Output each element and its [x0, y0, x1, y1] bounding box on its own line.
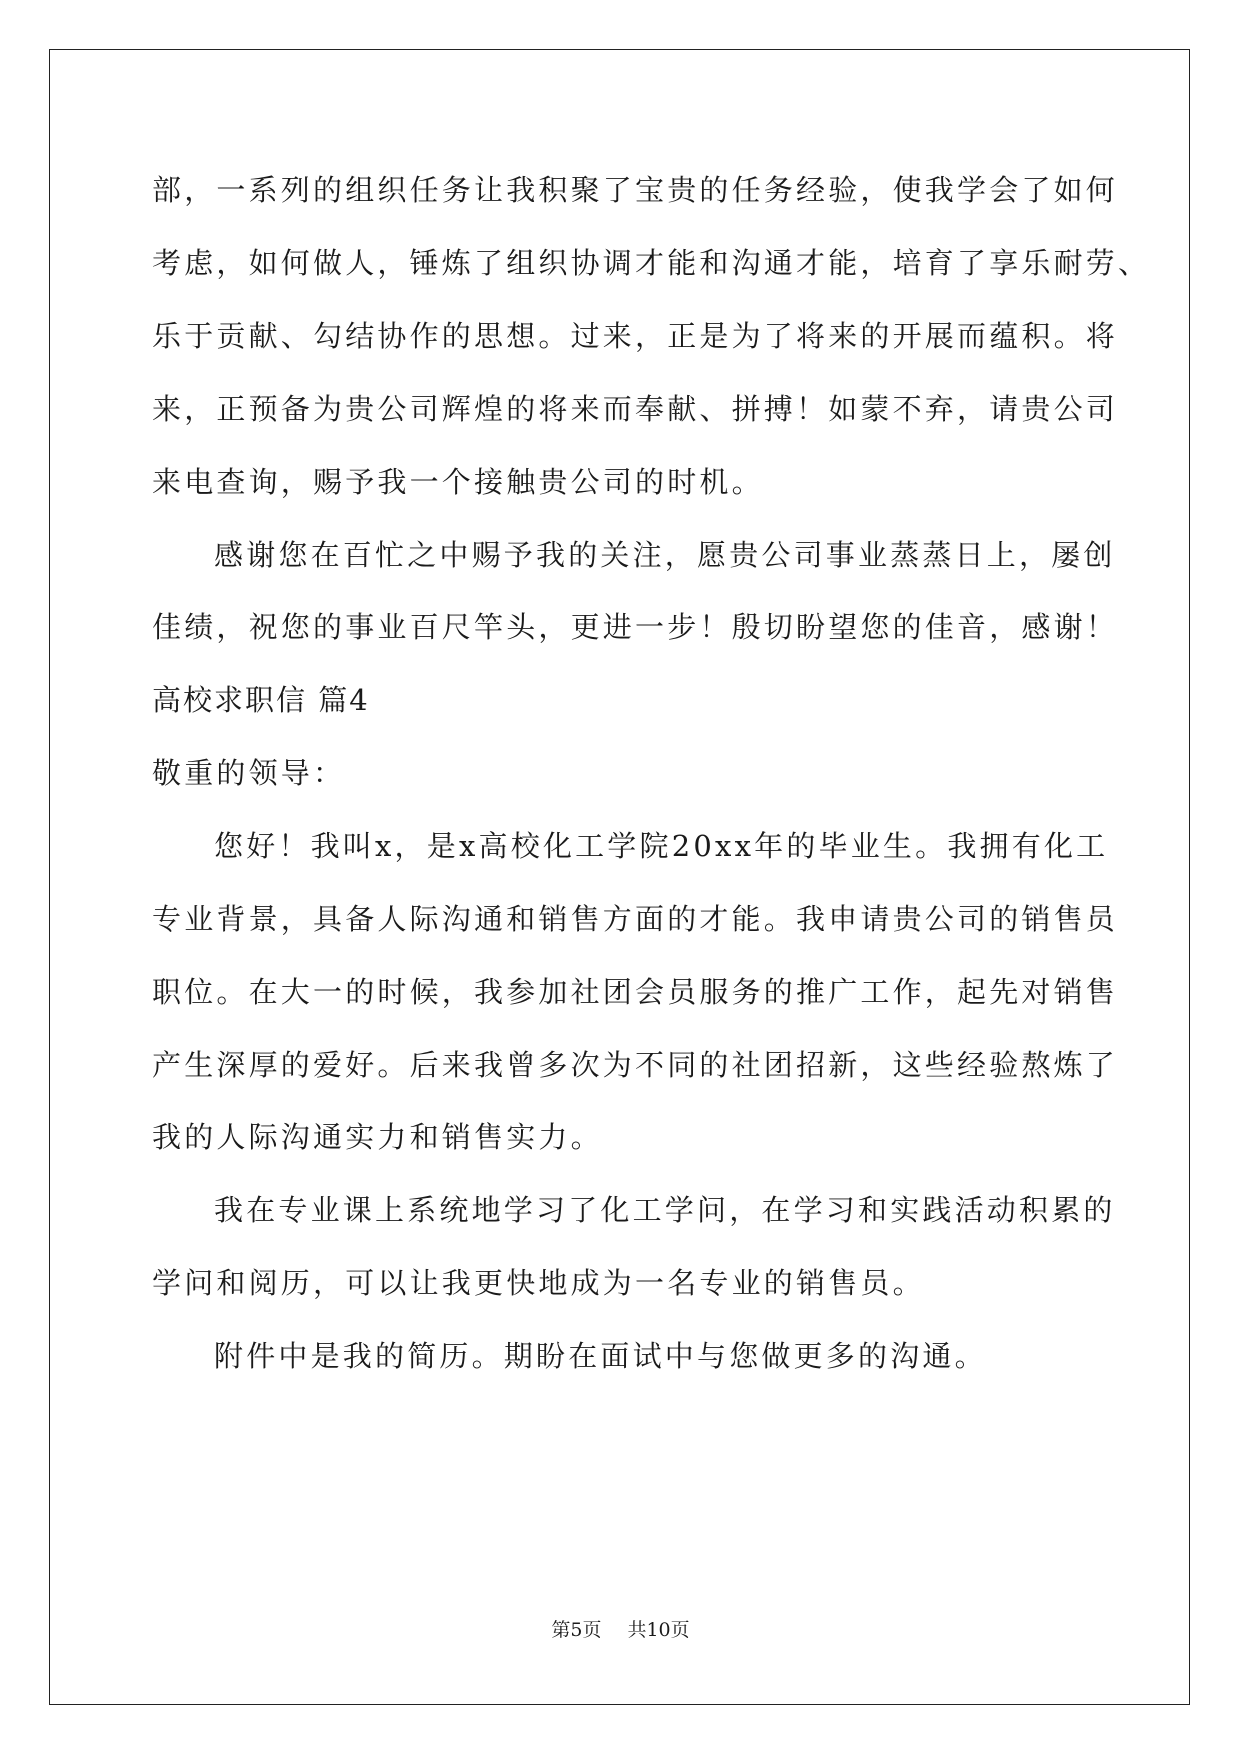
body-line-3: 乐于贡献、勾结协作的思想。过来，正是为了将来的开展而蕴积。将	[152, 319, 1119, 353]
body-line-4: 来，正预备为贵公司辉煌的将来而奉献、拼搏！如蒙不弃，请贵公司	[152, 392, 1119, 426]
salutation: 敬重的领导：	[152, 756, 346, 790]
body-line-13: 产生深厚的爱好。后来我曾多次为不同的社团招新，这些经验熬炼了	[152, 1048, 1119, 1082]
body-line-10: 您好！我叫x，是x高校化工学院20xx年的毕业生。我拥有化工	[214, 829, 1109, 863]
body-line-7: 佳绩，祝您的事业百尺竿头，更进一步！殷切盼望您的佳音，感谢！	[152, 610, 1119, 644]
page-footer	[0, 1618, 1241, 1642]
body-line-11: 专业背景，具备人际沟通和销售方面的才能。我申请贵公司的销售员	[152, 902, 1119, 936]
body-line-17: 附件中是我的简历。期盼在面试中与您做更多的沟通。	[214, 1339, 987, 1373]
body-line-14: 我的人际沟通实力和销售实力。	[152, 1120, 603, 1154]
page-number-total: 共10页	[627, 1619, 690, 1641]
page-border	[49, 49, 1190, 1705]
body-line-1: 部，一系列的组织任务让我积聚了宝贵的任务经验，使我学会了如何	[152, 173, 1119, 207]
page-number-current: 第5页	[551, 1619, 602, 1641]
body-line-5: 来电查询，赐予我一个接触贵公司的时机。	[152, 465, 764, 499]
body-line-16: 学问和阅历，可以让我更快地成为一名专业的销售员。	[152, 1266, 925, 1300]
body-line-15: 我在专业课上系统地学习了化工学问，在学习和实践活动积累的	[214, 1193, 1116, 1227]
body-line-6: 感谢您在百忙之中赐予我的关注，愿贵公司事业蒸蒸日上，屡创	[214, 538, 1116, 572]
section-heading: 高校求职信 篇4	[152, 683, 370, 717]
body-line-2: 考虑，如何做人，锤炼了组织协调才能和沟通才能，培育了享乐耐劳、	[152, 246, 1151, 280]
body-line-12: 职位。在大一的时候，我参加社团会员服务的推广工作，起先对销售	[152, 975, 1119, 1009]
